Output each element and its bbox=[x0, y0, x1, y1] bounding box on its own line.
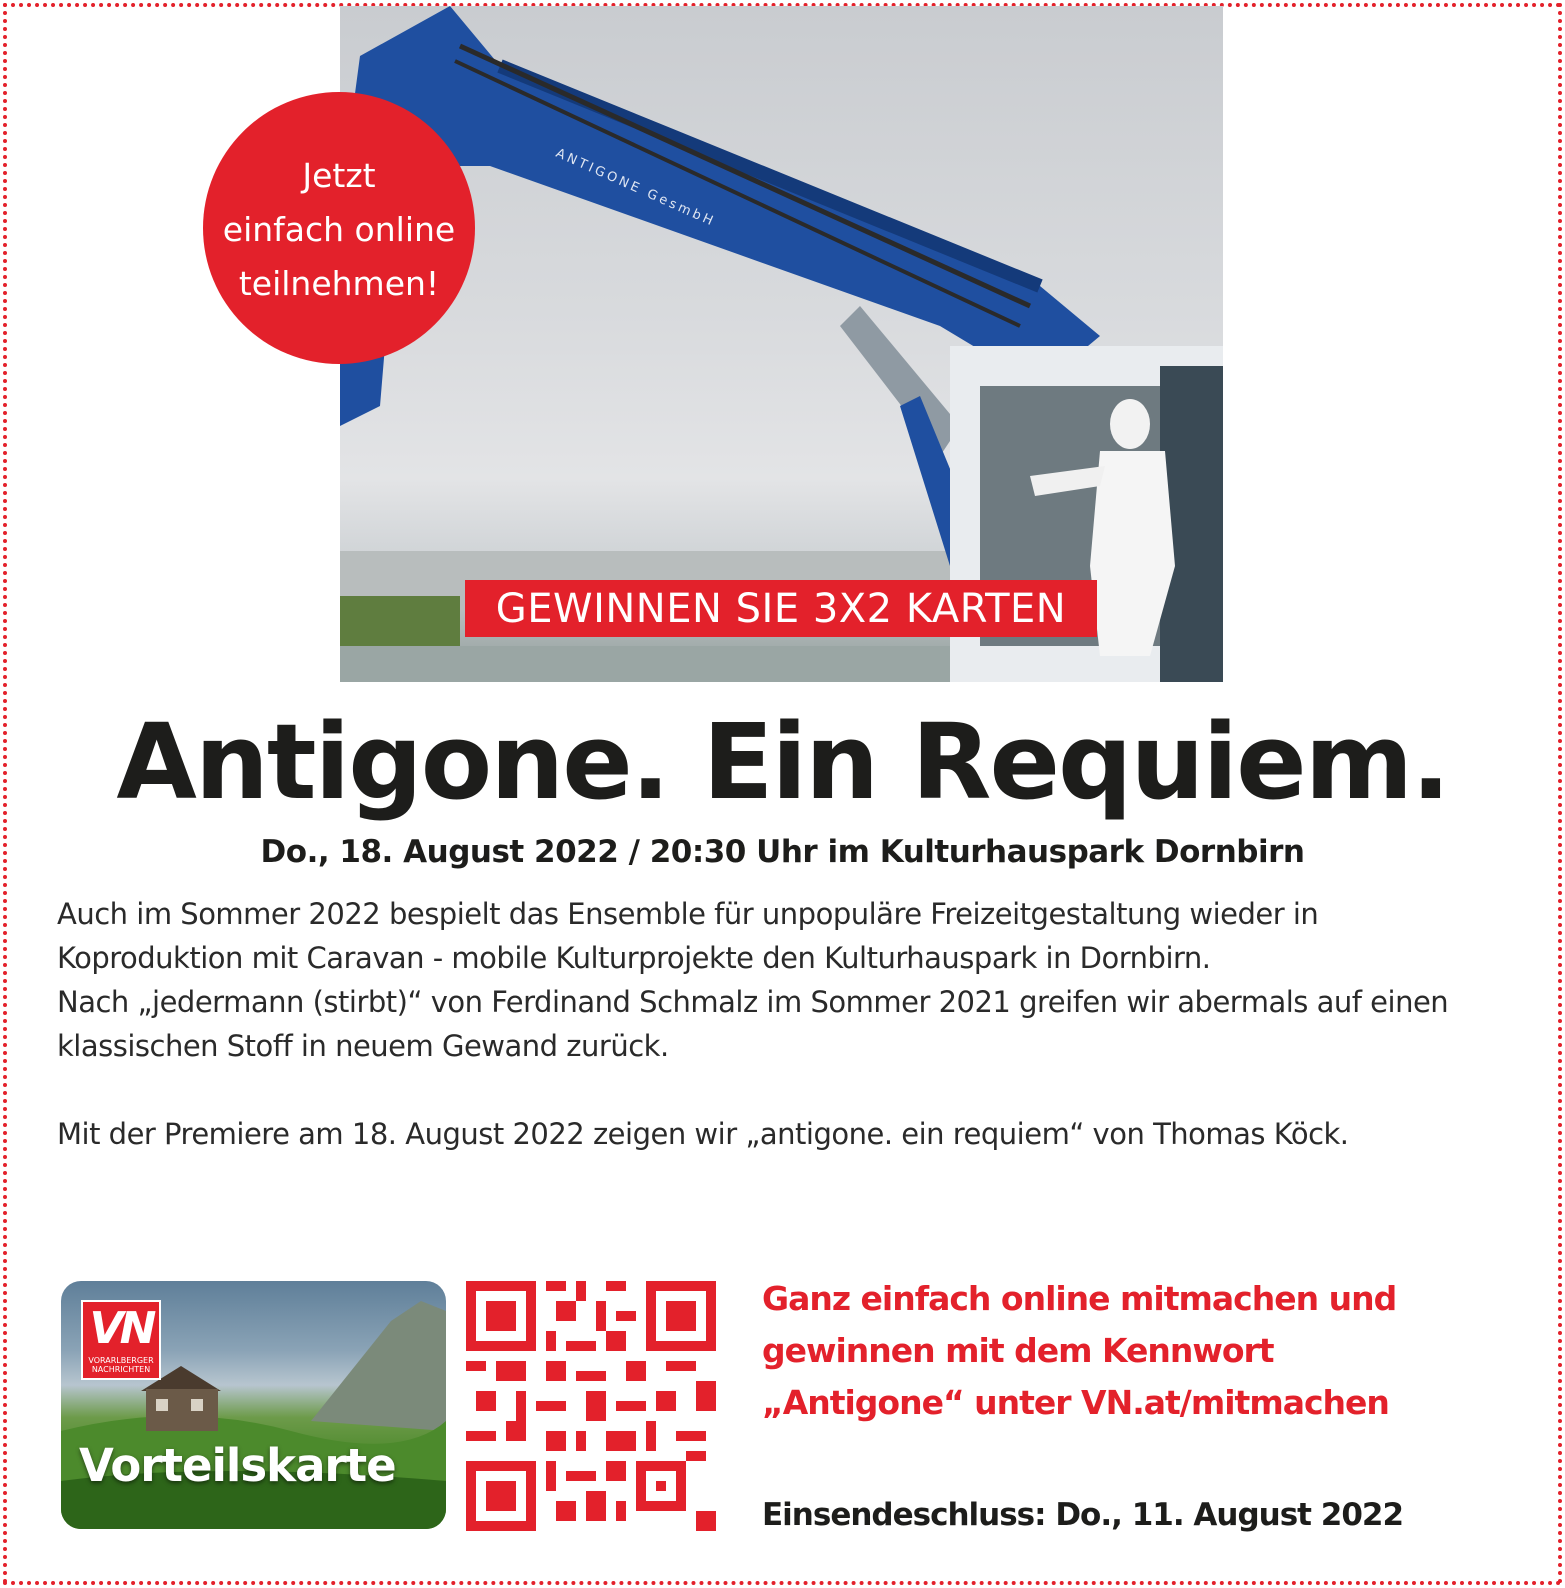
card-title: Vorteilskarte bbox=[79, 1439, 396, 1492]
vn-logo-sub-line: VORARLBERGER bbox=[88, 1356, 154, 1365]
badge-line-3: teilnehmen! bbox=[238, 264, 440, 303]
win-tickets-banner: GEWINNEN SIE 3X2 KARTEN bbox=[465, 580, 1097, 637]
cta-line-keyword-url[interactable]: „Antigone“ unter VN.at/mitmachen bbox=[762, 1383, 1389, 1422]
vn-logo-sub-line: NACHRICHTEN bbox=[91, 1365, 151, 1374]
boom-lettering: ANTIGONE GesmbH bbox=[553, 145, 718, 231]
vn-logo bbox=[81, 1300, 161, 1380]
participate-badge bbox=[203, 92, 475, 364]
participation-instructions bbox=[762, 1273, 1462, 1429]
hero-photo bbox=[340, 6, 1223, 682]
description-line: klassischen Stoff in neuem Gewand zurück. bbox=[57, 1029, 669, 1063]
event-title: Antigone. Ein Requiem. bbox=[116, 701, 1449, 823]
cta-line: Ganz einfach online mitmachen und bbox=[762, 1279, 1397, 1318]
event-description bbox=[57, 892, 1507, 1156]
badge-line-1: Jetzt bbox=[302, 156, 376, 195]
event-date-location: Do., 18. August 2022 / 20:30 Uhr im Kulturhauspark Dornbirn bbox=[260, 834, 1305, 870]
cta-line: gewinnen mit dem Kennwort bbox=[762, 1331, 1274, 1370]
description-line: Koproduktion mit Caravan - mobile Kulturprojekte den Kulturhauspark in Dornbirn. bbox=[57, 941, 1211, 975]
entry-deadline: Einsendeschluss: Do., 11. August 2022 bbox=[762, 1497, 1404, 1533]
premiere-line: Mit der Premiere am 18. August 2022 zeigen wir „antigone. ein requiem“ von Thomas Köck. bbox=[57, 1117, 1349, 1151]
vn-logo-subtitle bbox=[83, 1356, 159, 1374]
description-line: Nach „jedermann (stirbt)“ von Ferdinand Schmalz im Sommer 2021 greifen wir abermals auf einen bbox=[57, 985, 1449, 1019]
vorteilskarte-card bbox=[61, 1281, 446, 1529]
badge-line-2: einfach online bbox=[222, 210, 456, 249]
qr-code-icon[interactable] bbox=[466, 1281, 716, 1531]
vn-logo-letters: VN bbox=[89, 1303, 153, 1354]
description-line: Auch im Sommer 2022 bespielt das Ensemble für unpopuläre Freizeitgestaltung wieder in bbox=[57, 897, 1319, 931]
